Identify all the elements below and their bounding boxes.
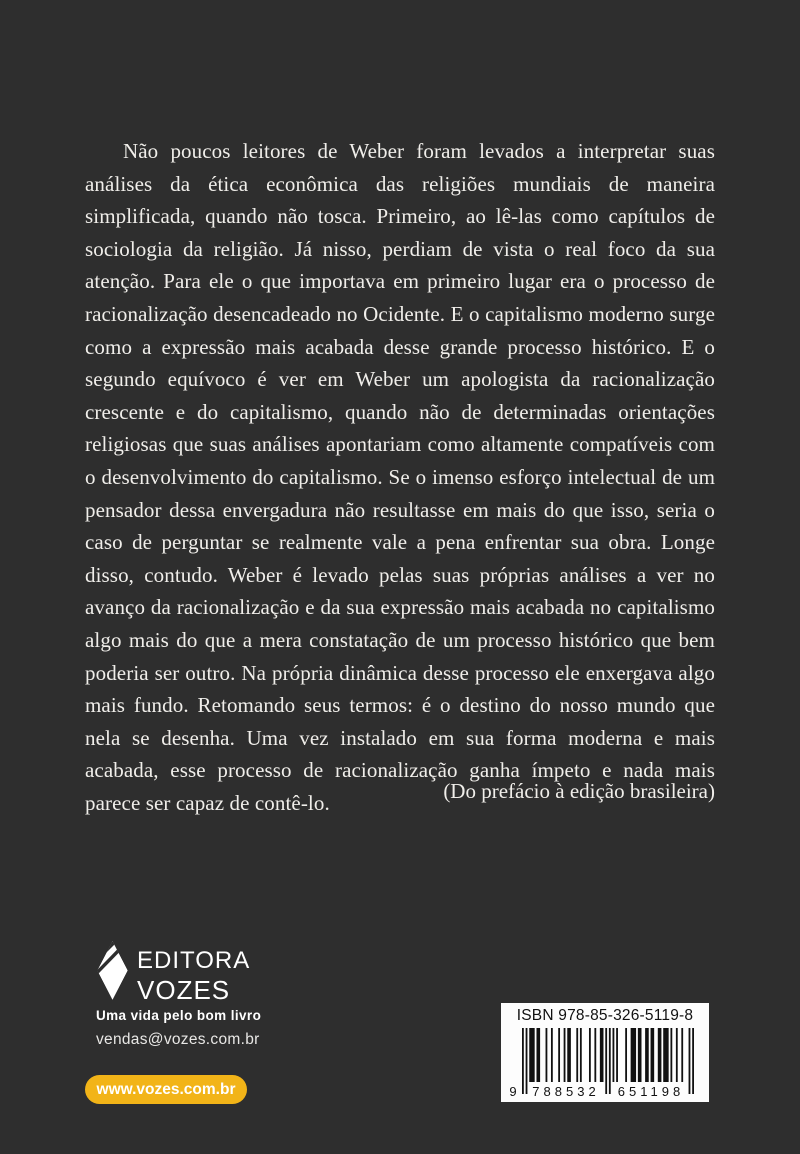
publisher-name-line2: VOZES (137, 975, 231, 1005)
barcode-digits-right: 651198 (614, 1085, 688, 1099)
isbn-barcode-box (501, 1003, 709, 1102)
publisher-tagline: Uma vida pelo bom livro (96, 1008, 262, 1023)
publisher-logo-block (96, 940, 250, 1003)
back-cover-blurb: Não poucos leitores de Weber foram levados a interpretar suas análises da ética econômica das religiões mundiais de maneira simplificada, quando não tosca. Primeiro, ao lê-las como capítulos de sociologia da religião. Já nisso, perdiam de vista o real foco da sua atenção. Para ele o que importava em primeiro lugar era o processo de racionalização desencadeado no Ocidente. E o capitalismo moderno surge como a expressão mais acabada desse grande processo histórico. E o segundo equívoco é ver em Weber um apologista da racionalização crescente e do capitalismo, quando não de determinadas orientações religiosas que suas análises apontariam como altamente compatíveis com o desenvolvimento do capitalismo. Se o imenso esforço intelectual de um pensador dessa envergadura não resultasse em mais do que isso, seria o caso de perguntar se realmente vale a pena enfrentar sua obra. Longe disso, contudo. Weber é levado pelas suas próprias análises a ver no avanço da racionalização e da sua expressão mais acabada no capitalismo algo mais do que a mera constatação de um processo histórico que bem poderia ser outro. Na própria dinâmica desse processo ele enxergava algo mais fundo. Retomando seus termos: é o destino do nosso mundo que nela se desenha. Uma vez instalado em sua forma moderna e mais acabada, esse processo de racionalização ganha ímpeto e nada mais parece ser capaz de contê-lo. (85, 139, 715, 815)
barcode-digit-first: 9 (507, 1085, 519, 1099)
vozes-diamond-icon (96, 940, 129, 1001)
barcode-digits-left: 788532 (529, 1085, 603, 1099)
publisher-email[interactable]: vendas@vozes.com.br (96, 1031, 260, 1048)
isbn-label: ISBN 978-85-326-5119-8 (516, 1007, 694, 1024)
website-button[interactable]: www.vozes.com.br (85, 1075, 247, 1104)
publisher-wordmark (137, 940, 250, 1003)
publisher-name-line1: EDITORA (137, 947, 251, 974)
blurb-attribution: (Do prefácio à edição brasileira) (443, 779, 715, 803)
